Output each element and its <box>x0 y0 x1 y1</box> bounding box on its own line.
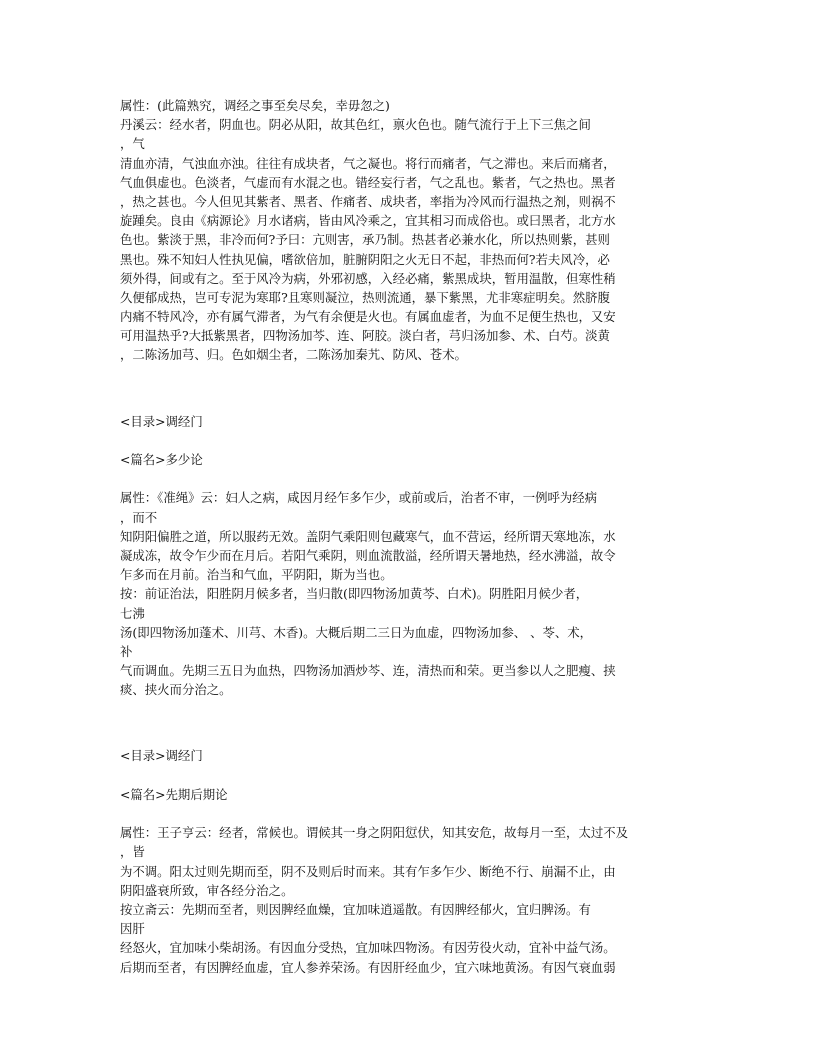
text-line: 气血俱虚也。色淡者，气虚而有水混之也。错经妄行者，气之乱也。紫者，气之热也。黑者 <box>120 174 616 190</box>
section-tiaojing-intro <box>120 96 690 365</box>
chapter-title: <篇名>先期后期论 <box>120 786 228 802</box>
text-line: 丹溪云：经水者，阴血也。阴必从阳，故其色红，禀火色也。随气流行于上下三焦之间 <box>120 117 591 133</box>
text-line: 阴阳盛衰所致，审各经分治之。 <box>120 882 294 898</box>
text-line: 经怒火，宜加味小柴胡汤。有因血分受热，宜加味四物汤。有因劳役火动，宜补中益气汤。 <box>120 940 616 956</box>
text-line: ，气 <box>120 136 145 152</box>
text-line: 内痛不特风冷，亦有属气滞者，为气有余便是火也。有属血虚者，为血不足便生热也，又安 <box>120 309 616 325</box>
text-line: 汤(即四物汤加蓬术、川芎、木香)。大概后期二三日为血虚，四物汤加参、 、苓、术， <box>120 624 593 640</box>
text-line: 知阴阳偏胜之道，所以服药无效。盖阴气乘阳则包藏寒气，血不营运，经所谓天寒地冻，水 <box>120 528 616 544</box>
text-line: 按立斋云：先期而至者，则因脾经血燥，宜加味逍遥散。有因脾经郁火，宜归脾汤。有 <box>120 901 591 917</box>
document-page <box>120 96 690 977</box>
text-line: 属性：《准绳》云：妇人之病，咸因月经乍多乍少，或前或后，治者不审，一例呼为经病 <box>120 490 598 506</box>
text-line: 色也。紫淡于黑，非冷而何?予曰：亢则害，承乃制。热甚者必兼水化，所以热则紫，甚则 <box>120 232 610 248</box>
text-line: 气而调血。先期三五日为血热，四物汤加酒炒芩、连，清热而和荣。更当参以人之肥瘦、挟 <box>120 663 616 679</box>
catalog-heading: <目录>调经门 <box>120 748 203 764</box>
text-line: 按：前证治法，阳胜阴月候多者，当归散(即四物汤加黄芩、白术)。阴胜阳月候少者， <box>120 586 589 602</box>
text-line: 七沸 <box>120 605 145 621</box>
text-line: ，皆 <box>120 844 145 860</box>
catalog-heading: <目录>调经门 <box>120 413 203 429</box>
text-line: 属性：王子亨云：经者，常候也。谓候其一身之阴阳愆伏，知其安危，故每月一至，太过不及 <box>120 825 629 841</box>
text-line: 为不调。阳太过则先期而至，阴不及则后时而来。其有乍多乍少、断绝不行、崩漏不止，由 <box>120 863 616 879</box>
text-line: 须外得，间或有之。至于风冷为病，外邪初感，入经必痛，紫黑成块，暂用温散，但寒性稍 <box>120 270 616 286</box>
chapter-title: <篇名>多少论 <box>120 452 203 467</box>
text-line: 凝成冻，故令乍少而在月后。若阳气乘阴，则血流散溢，经所谓天暑地热，经水沸溢，故令 <box>120 547 616 563</box>
text-line: 痰、挟火而分治之。 <box>120 682 232 698</box>
section-xianqi-houqi-lun <box>120 746 690 976</box>
text-line: 可用温热乎?大抵紫黑者，四物汤加芩、连、阿胶。淡白者，芎归汤加参、术、白芍。淡黄 <box>120 328 610 344</box>
text-line: ，热之甚也。今人但见其紫者、黑者、作痛者、成块者，率指为冷风而行温热之剂，则祸不 <box>120 193 616 209</box>
text-line: 旋踵矣。良由《病源论》月水诸病，皆由风冷乘之，宜其相习而成俗也。或曰黑者，北方水 <box>120 213 616 229</box>
text-line: 乍多而在月前。治当和气血，平阴阳，斯为当也。 <box>120 567 393 583</box>
text-line: 因肝 <box>120 921 145 937</box>
text-line: 补 <box>120 643 133 659</box>
text-line: 久便郁成热，岂可专泥为寒耶?且寒则凝泣，热则流通，暴下紫黑，尤非寒症明矣。然脐腹 <box>120 289 610 305</box>
text-line: 黑也。殊不知妇人性执见偏，嗜欲倍加，脏腑阴阳之火无日不起，非热而何?若夫风冷，必 <box>120 251 610 267</box>
text-line: 后期而至者，有因脾经血虚，宜人参养荣汤。有因肝经血少，宜六味地黄汤。有因气衰血弱 <box>120 959 616 975</box>
section-duoshao-lun <box>120 412 690 700</box>
text-line: ，二陈汤加芎、归。色如烟尘者，二陈汤加秦艽、防风、苍术。 <box>120 347 467 363</box>
text-line: 清血亦清，气浊血亦浊。往往有成块者，气之凝也。将行而痛者，气之滞也。来后而痛者， <box>120 155 616 171</box>
text-line: 属性：(此篇熟究，调经之事至矣尽矣，幸毋忽之) <box>120 98 390 113</box>
text-line: ，而不 <box>120 509 158 525</box>
